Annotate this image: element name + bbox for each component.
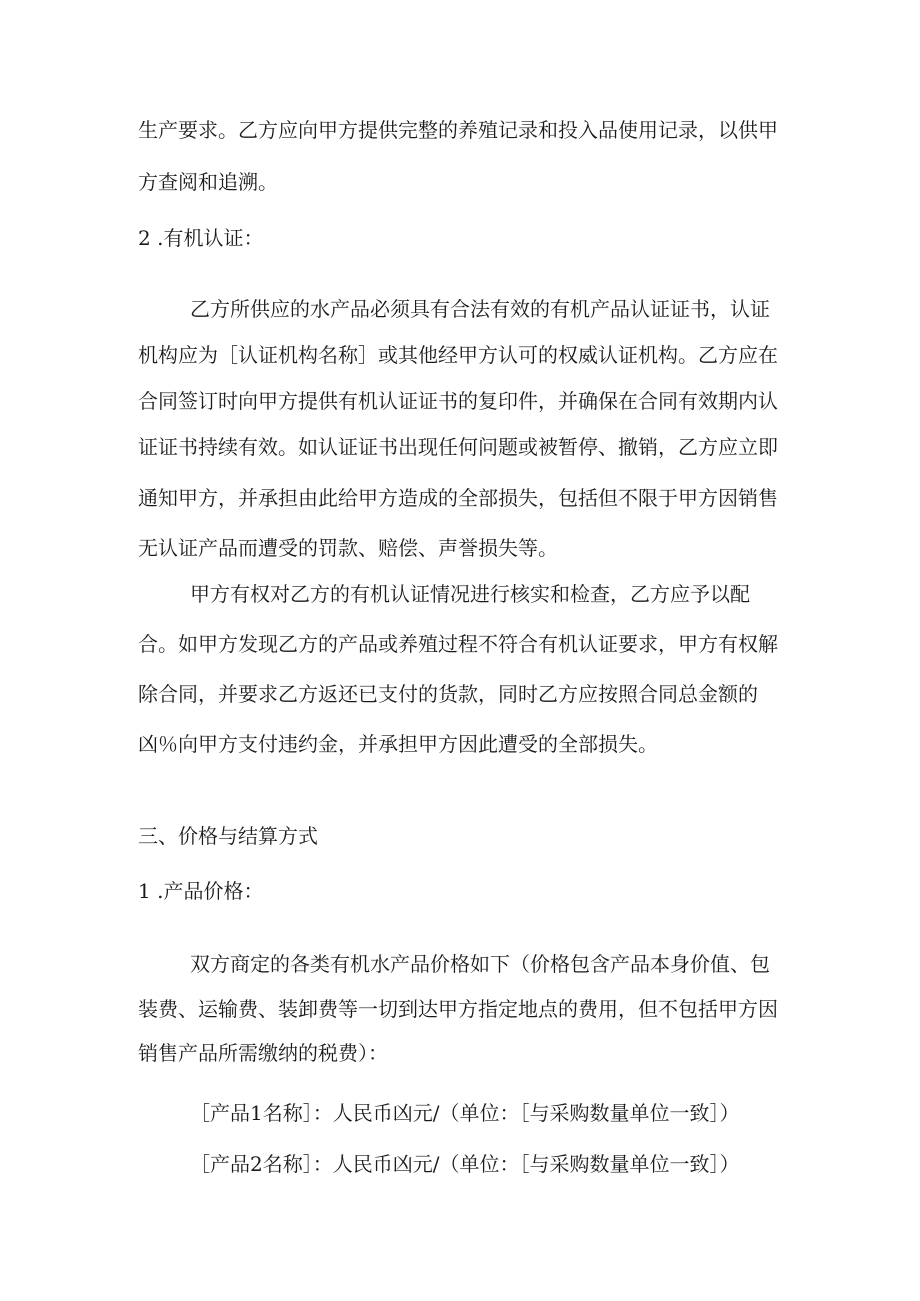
paragraph-line: 合。如甲方发现乙方的产品或养殖过程不符合有机认证要求，甲方有权解 [138,632,778,656]
paragraph-line: 除合同，并要求乙方返还已支付的货款，同时乙方应按照合同总金额的 [138,682,758,706]
paragraph-line: 生产要求。乙方应向甲方提供完整的养殖记录和投入品使用记录，以供甲 [138,118,778,142]
paragraph-line: 证证书持续有效。如认证证书出现任何问题或被暂停、撤销，乙方应立即 [138,435,778,459]
price-item: ［产品2名称］：人民币凶元/（单位：［与采购数量单位一致］） [190,1152,740,1176]
paragraph-line: 装费、运输费、装卸费等一切到达甲方指定地点的费用，但不包括甲方因 [138,997,778,1021]
paragraph-line: 乙方所供应的水产品必须具有合法有效的有机产品认证证书，认证 [190,297,770,321]
price-item: ［产品1名称］：人民币凶元/（单位：［与采购数量单位一致］） [190,1101,740,1125]
paragraph-line: 方查阅和追溯。 [138,170,278,194]
paragraph-line: 销售产品所需缴纳的税费）： [138,1041,388,1065]
paragraph-line: 无认证产品而遭受的罚款、赔偿、声誉损失等。 [138,536,558,560]
subheading-product-price: 1 .产品价格： [138,879,264,903]
paragraph-line: 机构应为［认证机构名称］或其他经甲方认可的权威认证机构。乙方应在 [138,343,778,367]
paragraph-line: 凶％向甲方支付违约金，并承担甲方因此遭受的全部损失。 [138,732,658,756]
paragraph-line: 通知甲方，并承担由此给甲方造成的全部损失，包括但不限于甲方因销售 [138,486,778,510]
subheading-organic-certification: 2 .有机认证： [138,226,264,250]
paragraph-line: 双方商定的各类有机水产品价格如下（价格包含产品本身价值、包 [190,952,770,976]
paragraph-line: 合同签订时向甲方提供有机认证证书的复印件，并确保在合同有效期内认 [138,389,778,413]
paragraph-line: 甲方有权对乙方的有机认证情况进行核实和检查，乙方应予以配 [190,582,750,606]
section-heading-price-settlement: 三、价格与结算方式 [138,824,318,848]
